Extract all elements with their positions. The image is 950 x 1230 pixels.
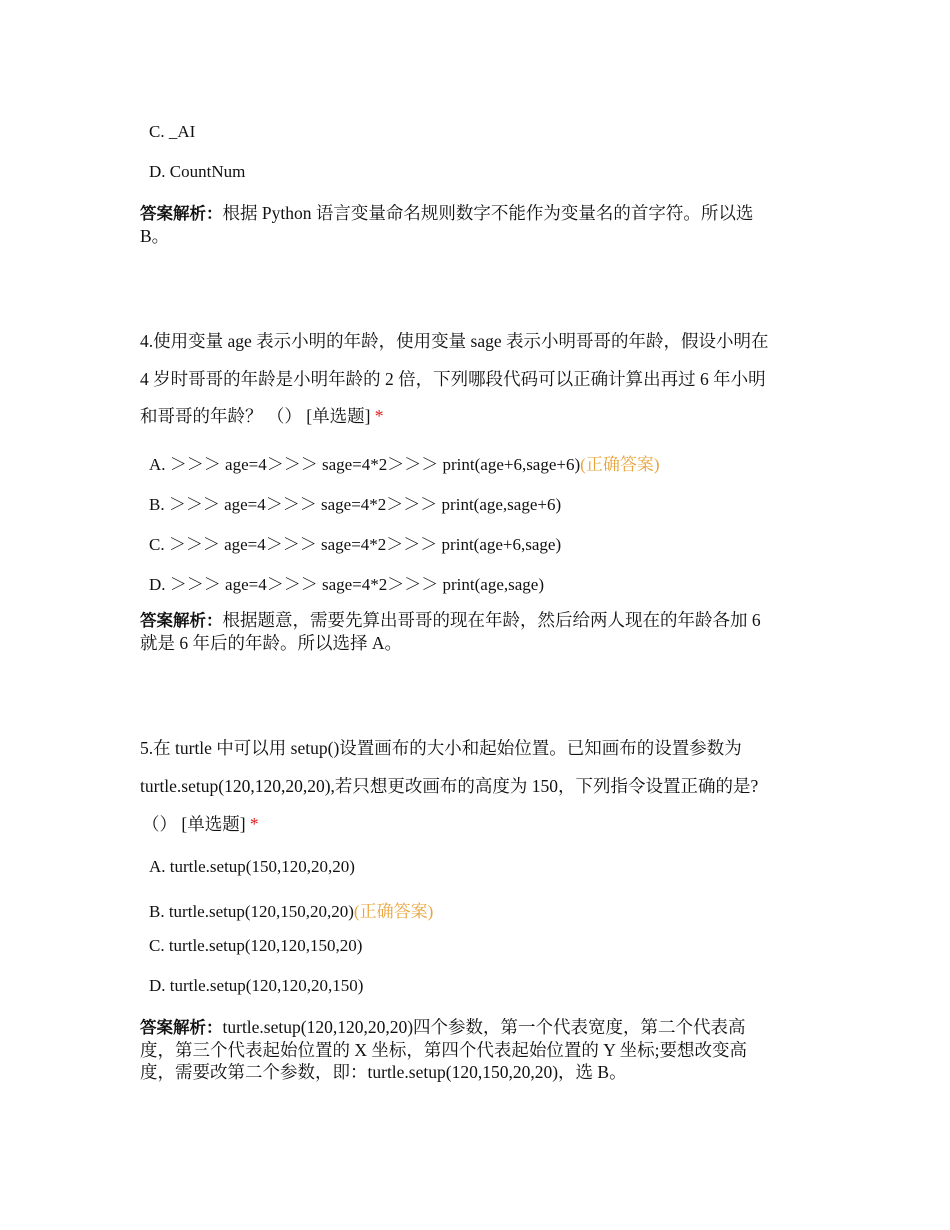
q4-option-b: B. ＞＞＞ age=4＞＞＞ sage=4*2＞＞＞ print(age,sage+6)	[149, 495, 562, 514]
q4-question-line3	[140, 403, 384, 428]
q4-option-a	[149, 450, 659, 475]
q4-option-a-text: A. ＞＞＞ age=4＞＞＞ sage=4*2＞＞＞ print(age+6,sage+6)	[149, 455, 581, 474]
explanation-label: 答案解析：	[140, 1018, 223, 1037]
q4-explanation-line1: 根据题意，需要先算出哥哥的现在年龄，然后给两人现在的年龄各加 6	[222, 610, 761, 630]
q4-option-c: C. ＞＞＞ age=4＞＞＞ sage=4*2＞＞＞ print(age+6,sage)	[149, 535, 562, 554]
required-star: *	[249, 814, 259, 834]
required-star: *	[374, 406, 384, 426]
explanation-label: 答案解析：	[140, 611, 223, 630]
q5-question-line2: turtle.setup(120,120,20,20),若只想更改画布的高度为 150，下列指令设置正确的是?	[140, 776, 759, 796]
q3-option-c: C. _AI	[149, 122, 196, 141]
q5-option-b-text: B. turtle.setup(120,150,20,20)	[149, 902, 354, 921]
q5-option-d: D. turtle.setup(120,120,20,150)	[149, 976, 364, 995]
q5-option-b	[149, 897, 433, 922]
q4-explanation	[140, 609, 761, 654]
q3-explanation-line2: B。	[140, 226, 170, 246]
q5-prompt: （）	[142, 814, 177, 834]
explanation-label: 答案解析：	[140, 204, 223, 223]
q5-explanation	[140, 1016, 747, 1083]
q5-option-a: A. turtle.setup(150,120,20,20)	[149, 857, 355, 876]
q5-question-line1: 5.在 turtle 中可以用 setup()设置画布的大小和起始位置。已知画布的设置参数为	[140, 738, 742, 758]
q4-question-line2: 4 岁时哥哥的年龄是小明年龄的 2 倍，下列哪段代码可以正确计算出再过 6 年小明	[140, 369, 766, 389]
q4-option-d: D. ＞＞＞ age=4＞＞＞ sage=4*2＞＞＞ print(age,sage)	[149, 575, 544, 594]
q4-explanation-line2: 就是 6 年后的年龄。所以选择 A。	[140, 633, 403, 653]
q5-explanation-line2: 度，第三个代表起始位置的 X 坐标，第四个代表起始位置的 Y 坐标;要想改变高	[140, 1040, 747, 1060]
q5-type-label: [单选题]	[181, 814, 246, 834]
q3-option-d: D. CountNum	[149, 162, 246, 181]
q5-explanation-line1: turtle.setup(120,120,20,20)四个参数，第一个代表宽度，第二个代表高	[222, 1017, 746, 1037]
q5-explanation-line3: 度，需要改第二个参数，即：turtle.setup(120,150,20,20)，选 B。	[140, 1062, 627, 1082]
q5-option-c: C. turtle.setup(120,120,150,20)	[149, 936, 363, 955]
q4-question-text: 和哥哥的年龄？ （）	[140, 406, 302, 426]
q4-question-line1: 4.使用变量 age 表示小明的年龄，使用变量 sage 表示小明哥哥的年龄，假设小明在	[140, 331, 769, 351]
q5-question-line3	[140, 811, 259, 836]
correct-answer-tag: (正确答案)	[580, 455, 660, 474]
q3-explanation	[140, 202, 753, 247]
correct-answer-tag: (正确答案)	[353, 902, 434, 921]
q3-explanation-line1: 根据 Python 语言变量命名规则数字不能作为变量名的首字符。所以选	[222, 203, 754, 223]
q4-type-label: [单选题]	[306, 406, 371, 426]
